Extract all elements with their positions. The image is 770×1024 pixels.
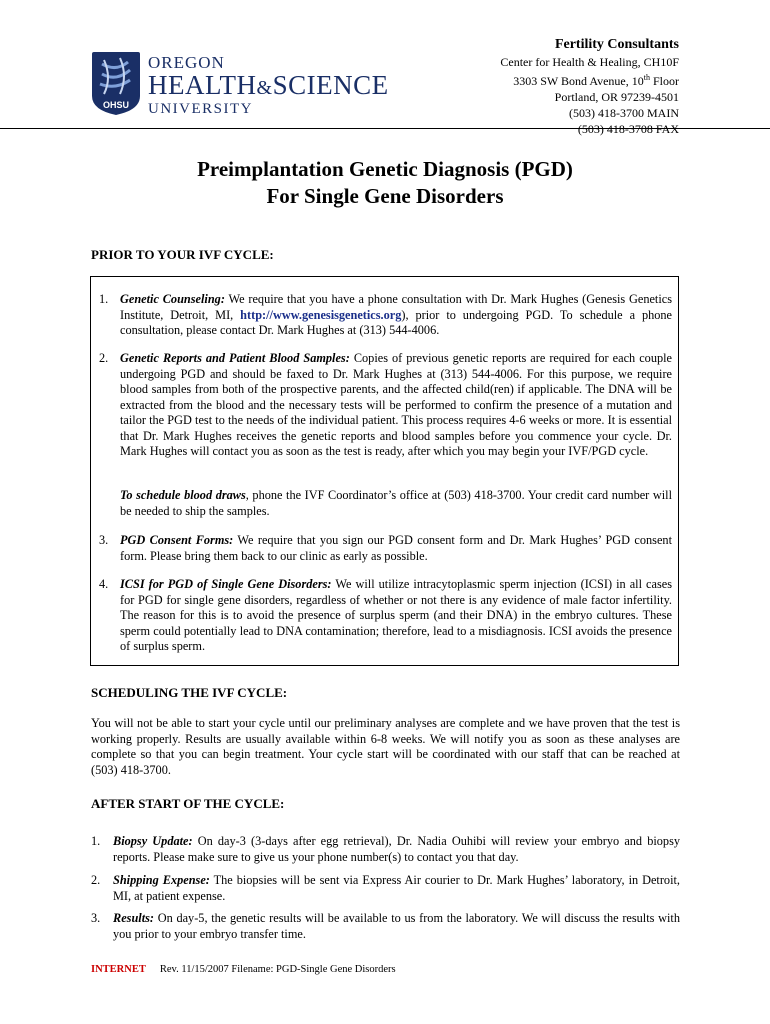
after-item-2-text: The biopsies will be sent via Express Air courier to Dr. Mark Hughes’ laboratory, in Detroit, MI, at patient expense. bbox=[113, 873, 680, 903]
contact-line5: (503) 418-3708 FAX bbox=[577, 122, 679, 136]
genesis-link[interactable]: http://www.genesisgenetics.org bbox=[240, 307, 402, 322]
logo-university: UNIVERSITY bbox=[148, 101, 253, 117]
prior-item-1-lead: Genetic Counseling: bbox=[120, 292, 225, 306]
prior-item-1 bbox=[120, 292, 672, 339]
prior-item-2-text: Copies of previous genetic reports are required for each couple undergoing PGD and should be faxed to Dr. Mark Hughes at (313) 544-4006. For this purpose, we require blood samples from both of the prospective parents, and the affected child(ren) if applicable. The DNA will be extracted from the blood and the necessary tests will be performed to confirm the presence of a mutation and tailor the PGD test to the needs of the individual patient. This process requires 4-6 weeks or more. It is essential that Dr. Mark Hughes receives the genetic reports and blood samples before you commence your cycle. Dr. Mark Hughes will contact you as soon as the test is ready, after which you may begin your IVF/PGD cycle. bbox=[120, 351, 672, 458]
prior-item-3-lead: PGD Consent Forms: bbox=[120, 533, 234, 547]
logo-science: SCIENCE bbox=[272, 70, 389, 100]
after-item-2 bbox=[113, 873, 680, 904]
ohsu-emblem-icon bbox=[90, 50, 142, 116]
after-item-3-text: On day-5, the genetic results will be available to us from the laboratory. We will discuss the results with you prior to your embryo transfer time. bbox=[113, 911, 680, 941]
contact-line2 bbox=[500, 70, 679, 89]
footer-revision: Rev. 11/15/2007 Filename: PGD-Single Gene Disorders bbox=[159, 964, 396, 975]
after-item-3-num: 3. bbox=[91, 911, 101, 925]
prior-item-2 bbox=[120, 351, 672, 460]
logo-ampersand: & bbox=[256, 77, 273, 99]
section-heading-after: AFTER START OF THE CYCLE: bbox=[91, 796, 285, 811]
prior-item-2-lead: Genetic Reports and Patient Blood Samples: bbox=[120, 351, 350, 365]
header-divider bbox=[0, 128, 770, 129]
contact-line2b: Floor bbox=[649, 74, 679, 88]
prior-item-3-text: We require that you sign our PGD consent form and Dr. Mark Hughes’ PGD consent form. Please bring them back to our clinic as early as possible. bbox=[120, 533, 672, 563]
prior-item-2-num: 2. bbox=[99, 351, 109, 365]
prior-item-1-text-a: We require that you have a phone consultation with Dr. Mark Hughes (Genesis Genetics Institute, Detroit, MI, bbox=[120, 292, 673, 322]
title-line1: Preimplantation Genetic Diagnosis (PGD) bbox=[197, 157, 573, 181]
section-heading-scheduling: SCHEDULING THE IVF CYCLE: bbox=[91, 685, 288, 700]
ohsu-logo bbox=[90, 50, 390, 118]
after-item-1-lead: Biopsy Update: bbox=[113, 834, 193, 848]
prior-item-2-sub-lead: To schedule blood draws bbox=[120, 488, 246, 502]
logo-oregon: OREGON bbox=[148, 53, 225, 72]
contact-block bbox=[500, 36, 679, 137]
contact-line4: (503) 418-3700 MAIN bbox=[569, 106, 679, 120]
contact-line2-sup: th bbox=[643, 73, 650, 82]
contact-line1: Center for Health & Healing, CH10F bbox=[500, 55, 679, 69]
logo-health: HEALTH bbox=[148, 70, 257, 100]
section-heading-prior: PRIOR TO YOUR IVF CYCLE: bbox=[91, 247, 274, 262]
page-title bbox=[0, 156, 770, 210]
scheduling-paragraph: You will not be able to start your cycle until our preliminary analyses are complete and we have proven that the test is working properly. Results are usually available within 6-8 weeks. We will notify you as soon as these analyses are complete so that you can begin treatment. Your cycle start will be coordinated with our staff that can be reached at (503) 418-3700. bbox=[91, 716, 680, 777]
after-item-1 bbox=[113, 834, 680, 865]
after-item-3-lead: Results: bbox=[113, 911, 154, 925]
prior-item-4-lead: ICSI for PGD of Single Gene Disorders: bbox=[120, 577, 332, 591]
after-item-2-lead: Shipping Expense: bbox=[113, 873, 210, 887]
contact-line2a: 3303 SW Bond Avenue, 10 bbox=[513, 74, 644, 88]
prior-item-4 bbox=[120, 577, 672, 655]
prior-item-4-text: We will utilize intracytoplasmic sperm injection (ICSI) in all cases for PGD for single gene disorders, regardless of whether or not there is any evidence of male factor infertility. The reason for this is to avoid the presence of surplus sperm (and their DNA) in the embryo cultures. These sperm could potentially lead to DNA contamination; therefore, lead to a misdiagnosis. ICSI avoids the presence of surplus sperm. bbox=[120, 577, 672, 653]
after-item-3 bbox=[113, 911, 680, 942]
contact-line3: Portland, OR 97239-4501 bbox=[554, 90, 679, 104]
footer bbox=[91, 964, 396, 975]
prior-item-4-num: 4. bbox=[99, 577, 109, 591]
title-line2: For Single Gene Disorders bbox=[266, 184, 504, 208]
prior-item-3 bbox=[120, 533, 672, 564]
footer-tag: INTERNET bbox=[91, 964, 146, 975]
contact-name: Fertility Consultants bbox=[554, 37, 679, 52]
prior-item-2-sub-text: , phone the IVF Coordinator’s office at (503) 418-3700. Your credit card number will be needed to ship the samples. bbox=[120, 488, 672, 518]
prior-item-1-text-b: ), prior to undergoing PGD. To schedule a phone consultation, please contact Dr. Mark Hughes at (313) 544-4006. bbox=[120, 307, 672, 337]
logo-badge: OHSU bbox=[102, 100, 130, 110]
after-item-2-num: 2. bbox=[91, 873, 101, 887]
prior-item-1-num: 1. bbox=[99, 292, 109, 306]
prior-item-3-num: 3. bbox=[99, 533, 109, 547]
logo-health-science bbox=[148, 72, 389, 101]
prior-item-2-sub bbox=[120, 488, 672, 519]
after-item-1-num: 1. bbox=[91, 834, 101, 848]
after-item-1-text: On day-3 (3-days after egg retrieval), Dr. Nadia Ouhibi will review your embryo and biopsy reports. Please make sure to give us your phone number(s) to contact you that day. bbox=[113, 834, 681, 864]
